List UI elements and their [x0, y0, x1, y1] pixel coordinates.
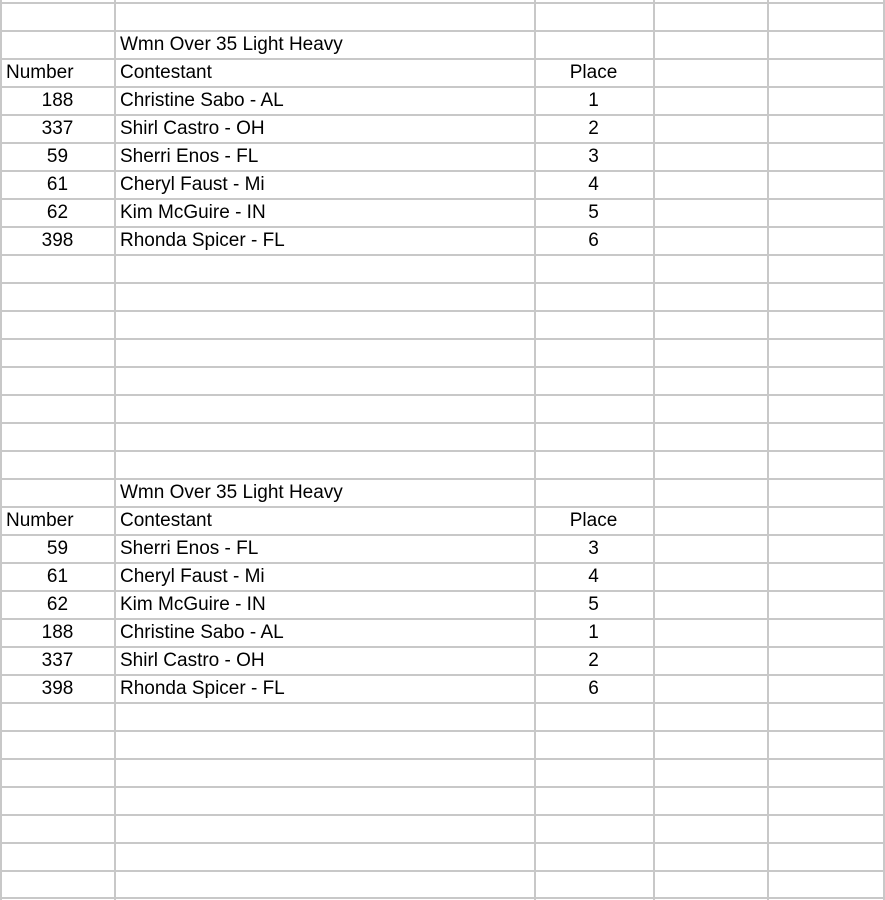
contestant-cell[interactable]: Sherri Enos - FL: [120, 146, 259, 167]
place-cell[interactable]: 2: [588, 650, 599, 671]
table-row: [0, 227, 885, 255]
table-row: [0, 143, 885, 171]
number-cell[interactable]: 337: [41, 118, 74, 139]
place-cell[interactable]: 1: [588, 622, 599, 643]
place-cell[interactable]: 6: [588, 678, 599, 699]
number-cell[interactable]: 61: [46, 566, 69, 587]
table-row: [0, 87, 885, 115]
contestant-cell[interactable]: Kim McGuire - IN: [120, 594, 266, 615]
table-row: [0, 675, 885, 703]
table-row: [0, 591, 885, 619]
header-number[interactable]: Number: [6, 62, 74, 83]
gridline-horizontal: [0, 870, 885, 872]
contestant-cell[interactable]: Christine Sabo - AL: [120, 90, 284, 111]
gridline-horizontal: [0, 338, 885, 340]
contestant-cell[interactable]: Kim McGuire - IN: [120, 202, 266, 223]
gridline-horizontal: [0, 814, 885, 816]
table-row: [0, 171, 885, 199]
contestant-cell[interactable]: Sherri Enos - FL: [120, 538, 259, 559]
header-contestant[interactable]: Contestant: [120, 510, 212, 531]
number-cell[interactable]: 59: [46, 538, 69, 559]
contestant-cell[interactable]: Cheryl Faust - Mi: [120, 174, 265, 195]
gridline-horizontal: [0, 842, 885, 844]
table-row: [0, 647, 885, 675]
table-row: [0, 563, 885, 591]
number-cell[interactable]: 398: [41, 230, 74, 251]
number-cell[interactable]: 188: [41, 622, 74, 643]
block-title[interactable]: Wmn Over 35 Light Heavy: [120, 482, 343, 503]
place-cell[interactable]: 3: [588, 538, 599, 559]
table-row: [0, 115, 885, 143]
contestant-cell[interactable]: Shirl Castro - OH: [120, 650, 265, 671]
header-number[interactable]: Number: [6, 510, 74, 531]
gridline-horizontal: [0, 2, 885, 4]
table-row: [0, 199, 885, 227]
block-title-row: [0, 31, 885, 59]
gridline-horizontal: [0, 730, 885, 732]
block-title-row: [0, 479, 885, 507]
header-row: [0, 507, 885, 535]
gridline-horizontal: [0, 422, 885, 424]
gridline-horizontal: [0, 282, 885, 284]
number-cell[interactable]: 188: [41, 90, 74, 111]
place-cell[interactable]: 1: [588, 90, 599, 111]
contestant-cell[interactable]: Cheryl Faust - Mi: [120, 566, 265, 587]
gridline-horizontal: [0, 897, 885, 899]
number-cell[interactable]: 337: [41, 650, 74, 671]
gridline-horizontal: [0, 394, 885, 396]
place-cell[interactable]: 6: [588, 230, 599, 251]
header-place[interactable]: Place: [569, 62, 618, 83]
number-cell[interactable]: 61: [46, 174, 69, 195]
contestant-cell[interactable]: Rhonda Spicer - FL: [120, 230, 285, 251]
gridline-horizontal: [0, 366, 885, 368]
place-cell[interactable]: 5: [588, 202, 599, 223]
place-cell[interactable]: 2: [588, 118, 599, 139]
header-row: [0, 59, 885, 87]
place-cell[interactable]: 5: [588, 594, 599, 615]
header-contestant[interactable]: Contestant: [120, 62, 212, 83]
number-cell[interactable]: 59: [46, 146, 69, 167]
place-cell[interactable]: 3: [588, 146, 599, 167]
number-cell[interactable]: 62: [46, 202, 69, 223]
table-row: [0, 535, 885, 563]
contestant-cell[interactable]: Shirl Castro - OH: [120, 118, 265, 139]
contestant-cell[interactable]: Rhonda Spicer - FL: [120, 678, 285, 699]
gridline-horizontal: [0, 310, 885, 312]
gridline-horizontal: [0, 758, 885, 760]
contestant-cell[interactable]: Christine Sabo - AL: [120, 622, 284, 643]
number-cell[interactable]: 398: [41, 678, 74, 699]
table-row: [0, 619, 885, 647]
gridline-horizontal: [0, 450, 885, 452]
block-title[interactable]: Wmn Over 35 Light Heavy: [120, 34, 343, 55]
place-cell[interactable]: 4: [588, 566, 599, 587]
number-cell[interactable]: 62: [46, 594, 69, 615]
gridline-horizontal: [0, 786, 885, 788]
header-place[interactable]: Place: [569, 510, 618, 531]
place-cell[interactable]: 4: [588, 174, 599, 195]
